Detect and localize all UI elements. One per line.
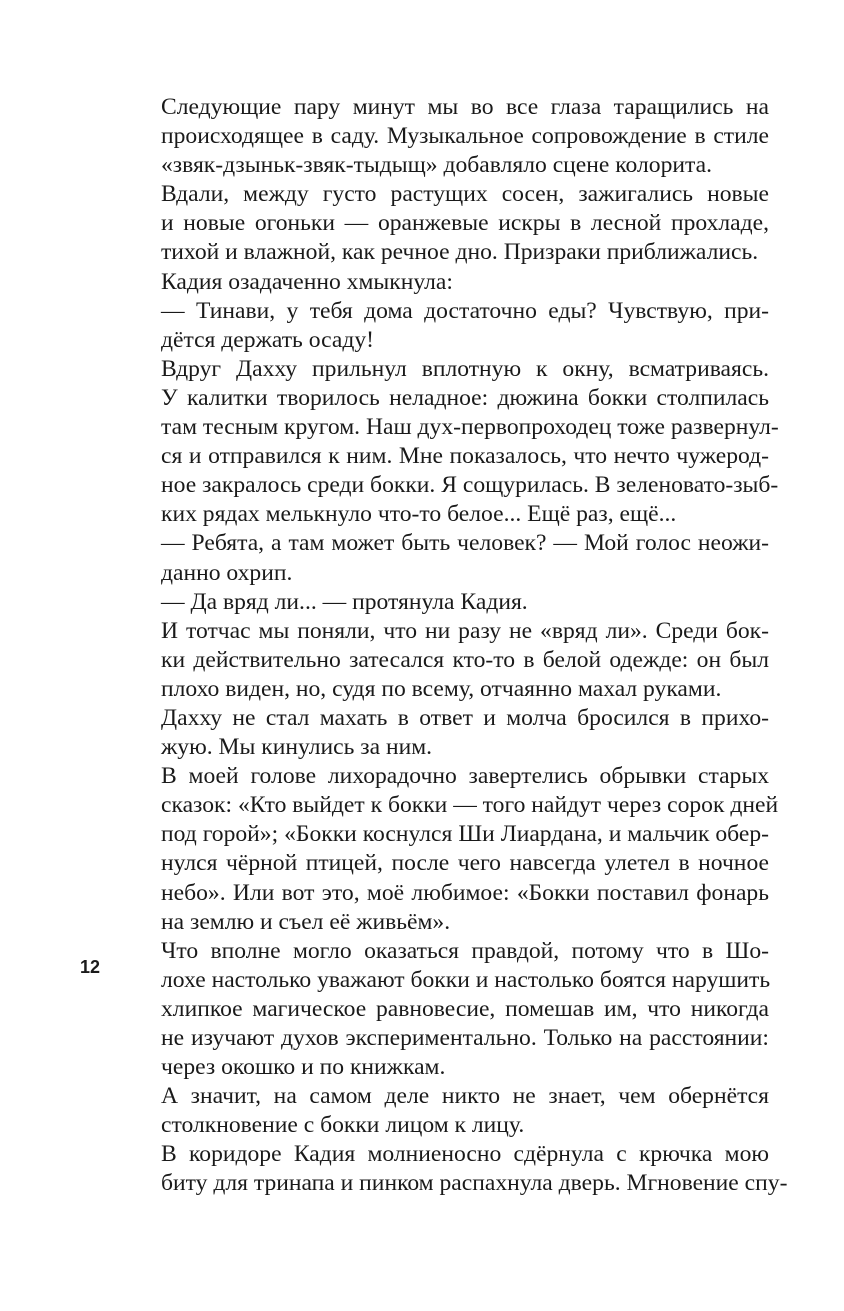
text-line: нулся чёрной птицей, после чего навсегда улетел в ночное xyxy=(161,850,769,877)
text-line: А значит, на самом деле никто не знает, чем обернётся xyxy=(161,1083,769,1110)
text-line: ся и отправился к ним. Мне показалось, что нечто чужерод- xyxy=(161,443,769,470)
paragraph xyxy=(127,1082,769,1140)
paragraph xyxy=(127,704,769,762)
text-line: столкновение с бокки лицом к лицу. xyxy=(161,1112,525,1139)
text-line: там тесным кругом. Наш дух-первопроходец тоже развернул- xyxy=(161,414,779,441)
text-line: дётся держать осаду! xyxy=(161,326,374,353)
text-line: сказок: «Кто выйдет к бокки — того найдут через сорок дней xyxy=(161,792,779,819)
text-line: хлипкое магическое равновесие, помешав им, что никогда xyxy=(161,995,769,1022)
text-line: ное закралось среди бокки. Я сощурилась. В зеленовато-зыб- xyxy=(161,472,779,499)
text-line: под горой»; «Бокки коснулся Ши Лиардана, и мальчик обер- xyxy=(161,821,769,848)
text-line: происходящее в саду. Музыкальное сопровождение в стиле xyxy=(161,123,769,150)
text-line: ки действительно затесался кто-то в белой одежде: он был xyxy=(161,646,769,673)
paragraph xyxy=(127,937,769,1082)
text-line: тихой и влажной, как речное дно. Призраки приближались. xyxy=(161,239,759,266)
paragraph xyxy=(127,529,769,587)
text-line: биту для тринапа и пинком распахнула дверь. Мгновение спу- xyxy=(161,1170,788,1197)
text-line: не изучают духов экспериментально. Только на расстоянии: xyxy=(161,1025,769,1051)
paragraph xyxy=(127,93,769,180)
paragraph xyxy=(127,268,769,297)
paragraph xyxy=(127,762,779,937)
text-line: — Тинави, у тебя дома достаточно еды? Чувствую, при- xyxy=(161,297,769,324)
text-line: плохо виден, но, судя по всему, отчаянно махал руками. xyxy=(161,675,722,702)
paragraph xyxy=(127,355,779,530)
text-line: Кадия озадаченно хмыкнула: xyxy=(161,268,453,295)
text-line: жую. Мы кинулись за ним. xyxy=(161,734,433,761)
text-line: на землю и съел её живьём». xyxy=(161,908,451,935)
body-text xyxy=(127,93,788,1199)
text-line: «звяк-дзыньк-звяк-тыдыщ» добавляло сцене колорита. xyxy=(161,152,712,179)
text-line: Вдруг Дахху прильнул вплотную к окну, всматриваясь. xyxy=(161,355,769,382)
page-number: 12 xyxy=(80,957,101,977)
text-line: Следующие пару минут мы во все глаза таращились на xyxy=(161,94,769,120)
text-line: Что вполне могло оказаться правдой, потому что в Шо- xyxy=(161,937,769,964)
paragraph xyxy=(127,1140,788,1198)
text-line: В коридоре Кадия молниеносно сдёрнула с крючка мою xyxy=(161,1141,769,1168)
paragraph xyxy=(127,617,769,704)
text-line: и новые огоньки — оранжевые искры в лесной прохладе, xyxy=(161,210,769,237)
text-line: У калитки творилось неладное: дюжина бокки столпилась xyxy=(161,384,769,411)
text-line: через окошко и по книжкам. xyxy=(161,1054,446,1081)
paragraph xyxy=(127,180,769,267)
text-line: Вдали, между густо растущих сосен, зажигались новые xyxy=(161,181,769,208)
text-line: ких рядах мелькнуло что-то белое... Ещё раз, ещё... xyxy=(161,501,677,528)
text-line: лохе настолько уважают бокки и настолько боятся нарушить xyxy=(161,966,771,993)
text-line: В моей голове лихорадочно завертелись обрывки старых xyxy=(161,763,769,790)
text-line: И тотчас мы поняли, что ни разу не «вряд ли». Среди бок- xyxy=(161,617,769,644)
paragraph xyxy=(127,297,769,355)
text-line: небо». Или вот это, моё любимое: «Бокки поставил фонарь xyxy=(161,879,769,906)
text-line: данно охрип. xyxy=(161,559,293,586)
text-line: — Да вряд ли... — протянула Кадия. xyxy=(161,588,528,615)
text-line: Дахху не стал махать в ответ и молча бросился в прихо- xyxy=(161,704,769,731)
text-line: — Ребята, а там может быть человек? — Мой голос неожи- xyxy=(161,530,769,557)
paragraph xyxy=(127,588,769,617)
